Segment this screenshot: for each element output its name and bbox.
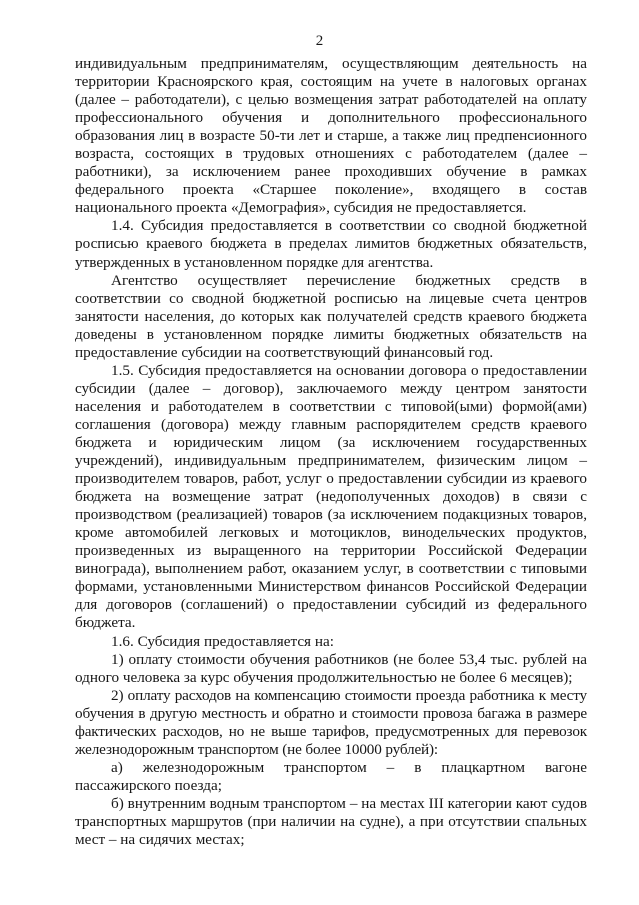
document-body — [75, 55, 587, 849]
paragraph-intro-continued: индивидуальным предпринимателям, осуществляющим деятельность на территории Красноярского края, состоящим на учете в налоговых органах (далее – работодатели), с целью возмещения затрат работодателей на оплату профессионального обучения и дополнительного профессионального образования лиц в возрасте 50-ти лет и старше, а также лиц предпенсионного возраста, состоящих в трудовых отношениях с работодателем (далее – работники), за исключением ранее проходивших обучение в рамках федерального проекта «Старшее поколение», входящего в состав национального проекта «Демография», субсидия не предоставляется. — [75, 55, 587, 217]
paragraph-agency: Агентство осуществляет перечисление бюджетных средств в соответствии со сводной бюджетной росписью на лицевые счета центров занятости населения, до которых как получателей средств краевого бюджета доведены в установленном порядке лимиты бюджетных обязательств на предоставление субсидии на соответствующий финансовый год. — [75, 271, 587, 361]
paragraph-item-2: 2) оплату расходов на компенсацию стоимости проезда работника к месту обучения в другую местность и обратно и стоимости провоза багажа в размере фактических расходов, но не выше тарифов, предусмотренных для перевозок железнодорожным транспортом (не более 10000 рублей): — [75, 686, 587, 758]
paragraph-item-2a: а) железнодорожным транспортом – в плацкартном вагоне пассажирского поезда; — [75, 758, 587, 794]
paragraph-item-2b: б) внутренним водным транспортом – на местах III категории кают судов транспортных маршрутов (при наличии на судне), а при отсутствии спальных мест – на сидячих местах; — [75, 794, 587, 849]
paragraph-1-6: 1.6. Субсидия предоставляется на: — [111, 632, 334, 650]
paragraph-item-1: 1) оплату стоимости обучения работников (не более 53,4 тыс. рублей на одного человека за курс обучения продолжительностью не более 6 месяцев); — [75, 650, 587, 686]
paragraph-1-4: 1.4. Субсидия предоставляется в соответствии со сводной бюджетной росписью краевого бюджета в пределах лимитов бюджетных обязательств, утвержденных в установленном порядке для агентства. — [75, 217, 587, 271]
page-number: 2 — [315, 33, 324, 49]
paragraph-1-5: 1.5. Субсидия предоставляется на основании договора о предоставлении субсидии (далее – договор), заключаемого между центром занятости населения и работодателем в соответствии с типовой(ыми) формой(ами) соглашения (договора) между главным распорядителем средств краевого бюджета и юридическим лицом (за исключением государственных учреждений), индивидуальным предпринимателем, физическим лицом – производителем товаров, работ, услуг о предоставлении субсидии из краевого бюджета на возмещение затрат (недополученных доходов) в связи с производством (реализацией) товаров (за исключением подакцизных товаров, кроме автомобилей легковых и мотоциклов, винодельческих продуктов, произведенных из выращенного на территории Российской Федерации винограда), выполнением работ, оказанием услуг, в соответствии с типовыми формами, установленными Министерством финансов Российской Федерации для договоров (соглашений) о предоставлении субсидий из федерального бюджета. — [75, 361, 587, 632]
